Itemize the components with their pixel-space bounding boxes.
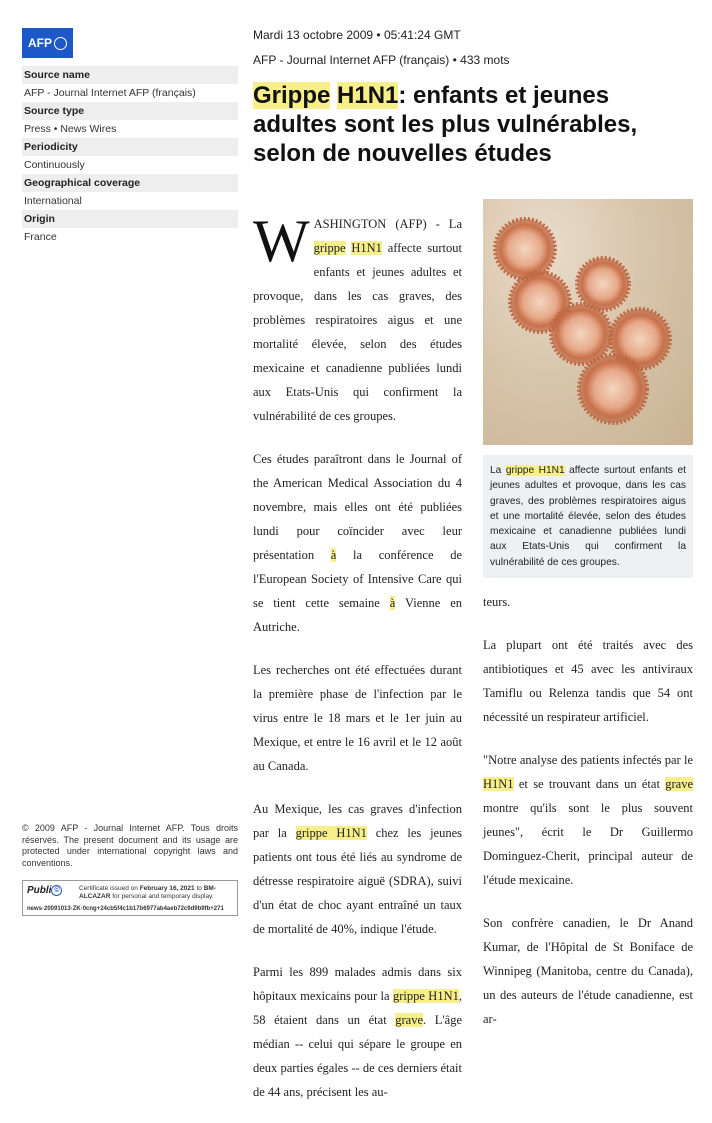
paragraph: WASHINGTON (AFP) - La grippe H1N1 affecte surtout enfants et jeunes adultes et provoque, dans les cas graves, des problèmes respiratoires aigus et une mortalité élevée, selon des études mexicaine et canadienne publiées lundi aux Etats-Unis qui confirment la vulnérabilité de ces groupes. xyxy=(253,208,462,423)
field-label: Origin xyxy=(22,210,238,228)
field-label: Source type xyxy=(22,102,238,120)
copyright-notice: © 2009 AFP - Journal Internet AFP. Tous droits réservés. The present document and its usage are protected under international copyright laws and conventions. xyxy=(22,823,238,868)
article-source: AFP - Journal Internet AFP (français) • 433 mots xyxy=(253,53,510,67)
paragraph: Les recherches ont été effectuées durant la première phase de l'infection par le virus entre le 18 mars et le 1er juin au Mexique, et entre le 16 avril et le 12 août au Canada. xyxy=(253,663,462,773)
photo-caption: La grippe H1N1 affecte surtout enfants et jeunes adultes et provoque, dans les cas graves, des problèmes respiratoires aigus et une mortalité élevée, selon des études mexicaine et canadienne publiées lundi aux Etats-Unis qui confirment la vulnérabilité de ces groupes. xyxy=(483,455,693,578)
paragraph: Son confrère canadien, le Dr Anand Kumar, de l'Hôpital de St Boniface de Winnipeg (Manitoba, centre du Canada), un des auteurs de l'étude canadienne, est ar- xyxy=(483,916,693,1026)
field-label: Geographical coverage xyxy=(22,174,238,192)
article-date: Mardi 13 octobre 2009 • 05:41:24 GMT xyxy=(253,28,461,42)
article-column-right xyxy=(483,590,693,1050)
publi-logo: Publi © xyxy=(27,885,62,896)
afp-logo xyxy=(22,28,73,58)
article-headline: Grippe H1N1: enfants et jeunes adultes sont les plus vulnérables, selon de nouvelles études xyxy=(253,82,638,167)
field-value: Continuously xyxy=(24,159,85,171)
certificate-issued: Certificate issued on February 16, 2021 to BM-ALCAZAR for personal and temporary display. xyxy=(79,885,216,900)
virus-photo xyxy=(483,199,693,445)
field-value: International xyxy=(24,195,82,207)
paragraph: "Notre analyse des patients infectés par le H1N1 et se trouvant dans un état grave montre qu'ils sont le plus souvent jeunes", écrit le Dr Guillermo Dominguez-Cherit, principal auteur de l'étude mexicaine. xyxy=(483,753,693,887)
logo-text: AFP xyxy=(28,36,52,50)
drop-cap: W xyxy=(253,208,310,274)
certificate-code: news·20091013·ZK·0cng+24cb5f4c1b17b6977ab4aeb72c9d9b9fb+271 xyxy=(27,906,224,912)
paragraph: Au Mexique, les cas graves d'infection par la grippe H1N1 chez les jeunes patients ont tous été liés au syndrome de détresse respiratoire aiguë (SDRA), suivi d'un état de choc ayant entraîné un taux de mortalité de 40%, indique l'étude. xyxy=(253,802,463,936)
field-value: France xyxy=(24,231,57,243)
paragraph: Ces études paraîtront dans le Journal of the American Medical Association du 4 novembre, mais elles ont été publiées lundi pour coïncider avec leur présentation à la conférence de l'European Society of Intensive Care qui se tient cette semaine à Vienne en Autriche. xyxy=(253,452,463,634)
field-value: Press • News Wires xyxy=(24,123,117,135)
paragraph: teurs. xyxy=(483,595,511,609)
paragraph: Parmi les 899 malades admis dans six hôpitaux mexicains pour la grippe H1N1, 58 étaient dans un état grave. L'âge médian -- celui qui sépare le groupe en deux parties égales -- de ces derniers était de 44 ans, précisent les au- xyxy=(253,965,462,1099)
field-label: Source name xyxy=(22,66,238,84)
h1n1-virus-illustration xyxy=(483,199,693,445)
source-metadata xyxy=(22,66,238,246)
paragraph: La plupart ont été traités avec des antibiotiques et 45 avec les antiviraux Tamiflu ou Relenza tandis que 54 ont nécessité un respirateur artificiel. xyxy=(483,638,693,724)
field-value: AFP - Journal Internet AFP (français) xyxy=(24,87,196,99)
article-column-left xyxy=(253,208,463,1123)
globe-icon xyxy=(54,37,67,50)
certificate-box xyxy=(22,880,238,916)
field-label: Periodicity xyxy=(22,138,238,156)
publi-circle-icon: © xyxy=(51,885,62,896)
